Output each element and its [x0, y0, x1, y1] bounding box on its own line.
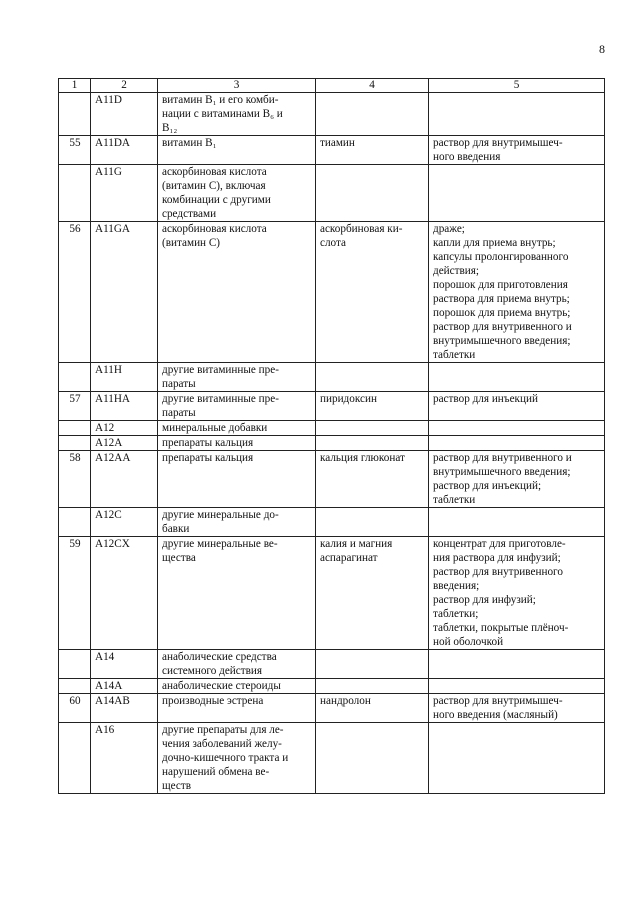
group-name-cell: витамин B₁	[158, 136, 316, 165]
dosage-form-cell	[429, 363, 605, 392]
substance-cell: аскорбиновая ки- слота	[316, 222, 429, 363]
atc-code-cell: A11H	[91, 363, 158, 392]
substance-cell	[316, 363, 429, 392]
substance-cell	[316, 421, 429, 436]
table-body	[59, 93, 605, 794]
table-row	[59, 93, 605, 136]
atc-code-cell: A12C	[91, 508, 158, 537]
group-name-cell: витамин B₁ и его комби- нации с витаминами B₆ и B₁₂	[158, 93, 316, 136]
table-row	[59, 136, 605, 165]
table-row	[59, 650, 605, 679]
dosage-form-cell	[429, 723, 605, 794]
page-number: 8	[599, 42, 605, 56]
column-header: 2	[91, 79, 158, 93]
atc-code-cell: A11HA	[91, 392, 158, 421]
dosage-form-cell	[429, 436, 605, 451]
row-number-cell	[59, 421, 91, 436]
atc-code-cell: A12	[91, 421, 158, 436]
row-number-cell: 58	[59, 451, 91, 508]
table-row	[59, 222, 605, 363]
substance-cell	[316, 508, 429, 537]
substance-cell: тиамин	[316, 136, 429, 165]
row-number-cell	[59, 723, 91, 794]
table-row	[59, 436, 605, 451]
atc-code-cell: A14A	[91, 679, 158, 694]
group-name-cell: аскорбиновая кислота (витамин С)	[158, 222, 316, 363]
row-number-cell	[59, 508, 91, 537]
dosage-form-cell	[429, 165, 605, 222]
table-row	[59, 679, 605, 694]
table-row	[59, 537, 605, 650]
substance-cell	[316, 650, 429, 679]
group-name-cell: анаболические средства системного действия	[158, 650, 316, 679]
substance-cell	[316, 723, 429, 794]
substance-cell: пиридоксин	[316, 392, 429, 421]
table-row	[59, 421, 605, 436]
column-header: 3	[158, 79, 316, 93]
substance-cell: калия и магния аспарагинат	[316, 537, 429, 650]
dosage-form-cell: раствор для инъекций	[429, 392, 605, 421]
dosage-form-cell	[429, 679, 605, 694]
group-name-cell: минеральные добавки	[158, 421, 316, 436]
atc-code-cell: A16	[91, 723, 158, 794]
dosage-form-cell: драже; капли для приема внутрь; капсулы пролонгированного действия; порошок для приготовления раствора для приема внутрь; порошок для приема внутрь; раствор для внутривенного и внутримышечного введения; таблетки	[429, 222, 605, 363]
table-row	[59, 451, 605, 508]
table-header-row	[59, 79, 605, 93]
group-name-cell: препараты кальция	[158, 451, 316, 508]
dosage-form-cell: раствор для внутривенного и внутримышечного введения; раствор для инъекций; таблетки	[429, 451, 605, 508]
dosage-form-cell	[429, 508, 605, 537]
substance-cell	[316, 679, 429, 694]
group-name-cell: другие витаминные пре- параты	[158, 392, 316, 421]
group-name-cell: анаболические стероиды	[158, 679, 316, 694]
substance-cell: кальция глюконат	[316, 451, 429, 508]
row-number-cell	[59, 650, 91, 679]
row-number-cell: 59	[59, 537, 91, 650]
substance-cell	[316, 165, 429, 222]
dosage-form-cell	[429, 93, 605, 136]
dosage-form-cell	[429, 650, 605, 679]
atc-code-cell: A11GA	[91, 222, 158, 363]
atc-code-cell: A11G	[91, 165, 158, 222]
group-name-cell: другие минеральные ве- щества	[158, 537, 316, 650]
substance-cell	[316, 93, 429, 136]
row-number-cell	[59, 679, 91, 694]
table-row	[59, 694, 605, 723]
group-name-cell: другие витаминные пре- параты	[158, 363, 316, 392]
dosage-form-cell: раствор для внутримышеч- ного введения (масляный)	[429, 694, 605, 723]
group-name-cell: аскорбиновая кислота (витамин С), включая комбинации с другими средствами	[158, 165, 316, 222]
row-number-cell: 57	[59, 392, 91, 421]
group-name-cell: препараты кальция	[158, 436, 316, 451]
row-number-cell: 56	[59, 222, 91, 363]
table-row	[59, 723, 605, 794]
table-row	[59, 508, 605, 537]
table-row	[59, 165, 605, 222]
dosage-form-cell: концентрат для приготовле- ния раствора для инфузий; раствор для внутривенного введения; раствор для инфузий; таблетки; таблетки, покрытые плёноч- ной оболочкой	[429, 537, 605, 650]
group-name-cell: другие минеральные до- бавки	[158, 508, 316, 537]
atc-code-cell: A14AB	[91, 694, 158, 723]
row-number-cell	[59, 165, 91, 222]
row-number-cell	[59, 363, 91, 392]
atc-code-cell: A14	[91, 650, 158, 679]
atc-code-cell: A12AA	[91, 451, 158, 508]
row-number-cell	[59, 93, 91, 136]
atc-code-cell: A12CX	[91, 537, 158, 650]
row-number-cell: 55	[59, 136, 91, 165]
atc-code-cell: A11DA	[91, 136, 158, 165]
group-name-cell: другие препараты для ле- чения заболеваний желу- дочно-кишечного тракта и нарушений обмена ве- ществ	[158, 723, 316, 794]
atc-code-cell: A11D	[91, 93, 158, 136]
dosage-form-cell	[429, 421, 605, 436]
row-number-cell: 60	[59, 694, 91, 723]
dosage-form-cell: раствор для внутримышеч- ного введения	[429, 136, 605, 165]
table-row	[59, 392, 605, 421]
atc-code-cell: A12A	[91, 436, 158, 451]
row-number-cell	[59, 436, 91, 451]
column-header: 1	[59, 79, 91, 93]
column-header: 4	[316, 79, 429, 93]
column-header: 5	[429, 79, 605, 93]
table-row	[59, 363, 605, 392]
substance-cell: нандролон	[316, 694, 429, 723]
drug-classification-table	[58, 78, 605, 794]
substance-cell	[316, 436, 429, 451]
group-name-cell: производные эстрена	[158, 694, 316, 723]
